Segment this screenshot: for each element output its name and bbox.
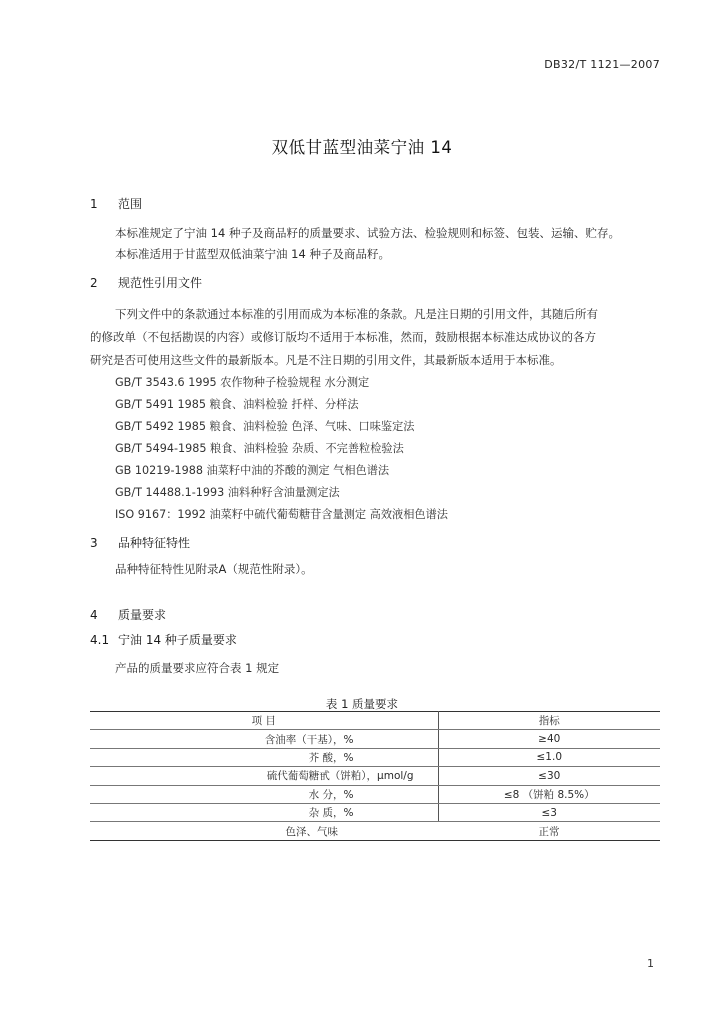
section-4-heading bbox=[90, 606, 166, 623]
section-number: 3 bbox=[90, 536, 98, 550]
row-item: 色泽、气味 bbox=[285, 825, 338, 838]
table-row bbox=[90, 785, 660, 803]
subsection-title: 宁油 14 种子质量要求 bbox=[118, 633, 237, 647]
section-3-heading bbox=[90, 534, 190, 551]
section-title: 规范性引用文件 bbox=[118, 276, 203, 290]
table-row bbox=[90, 803, 660, 821]
paragraph-line: 下列文件中的条款通过本标准的引用而成为本标准的条款。凡是注日期的引用文件，其随后所有 bbox=[115, 307, 598, 321]
row-item: 含油率（干基），% bbox=[90, 730, 438, 748]
paragraph-line: 研究是否可使用这些文件的最新版本。凡是不注日期的引用文件，其最新版本适用于本标准。 bbox=[90, 353, 562, 367]
row-value: ≥40 bbox=[438, 730, 660, 748]
row-item: 芥 酸，% bbox=[90, 748, 438, 766]
paragraph: 产品的质量要求应符合表 1 规定 bbox=[115, 661, 280, 675]
paragraph-line: 的修改单（不包括勘误的内容）或修订版均不适用于本标准，然而，鼓励根据本标准达成协议的各方 bbox=[90, 330, 596, 344]
row-item: 硫代葡萄糖甙（饼粕），μmol/g bbox=[90, 767, 438, 785]
table-caption: 表 1 质量要求 bbox=[325, 697, 399, 711]
subsection-number: 4.1 bbox=[90, 633, 110, 647]
reference-item: GB/T 5491 1985 粮食、油料检验 扦样、分样法 bbox=[115, 398, 359, 411]
reference-item: GB/T 5494-1985 粮食、油料检验 杂质、不完善粒检验法 bbox=[115, 442, 404, 455]
reference-item: GB/T 14488.1-1993 油料种籽含油量测定法 bbox=[115, 486, 340, 499]
table-row bbox=[90, 822, 660, 840]
document-title: 双低甘蓝型油菜宁油 14 bbox=[271, 138, 453, 157]
table-row bbox=[90, 748, 660, 766]
table-row bbox=[90, 730, 660, 748]
reference-item: GB/T 5492 1985 粮食、油料检验 色泽、气味、口味鉴定法 bbox=[115, 420, 415, 433]
section-title: 质量要求 bbox=[118, 608, 167, 622]
section-number: 1 bbox=[90, 197, 98, 211]
row-value: 正常 bbox=[538, 825, 560, 838]
section-number: 2 bbox=[90, 276, 98, 290]
quality-requirements-table bbox=[90, 711, 660, 841]
row-value: ≤30 bbox=[438, 767, 660, 785]
paragraph: 本标准适用于甘蓝型双低油菜宁油 14 种子及商品籽。 bbox=[115, 247, 390, 261]
section-title: 范围 bbox=[118, 197, 143, 211]
row-value: ≤1.0 bbox=[438, 748, 660, 766]
section-number: 4 bbox=[90, 608, 98, 622]
header-cell-indicator: 指标 bbox=[438, 712, 660, 730]
reference-item: GB 10219-1988 油菜籽中油的芥酸的测定 气相色谱法 bbox=[115, 464, 390, 477]
paragraph: 品种特征特性见附录A（规范性附录）。 bbox=[115, 562, 313, 576]
table-row bbox=[90, 767, 660, 785]
page-number: 1 bbox=[647, 957, 654, 970]
row-item: 杂 质，% bbox=[90, 803, 438, 821]
row-item: 水 分，% bbox=[90, 785, 438, 803]
header-cell-item: 项 目 bbox=[90, 712, 438, 730]
reference-item: GB/T 3543.6 1995 农作物种子检验规程 水分测定 bbox=[115, 376, 370, 389]
row-value: ≤3 bbox=[438, 803, 660, 821]
section-1-heading bbox=[90, 195, 142, 212]
table-header-row bbox=[90, 712, 660, 730]
row-value: ≤8 （饼粕 8.5%） bbox=[438, 785, 660, 803]
standard-number: DB32/T 1121—2007 bbox=[544, 58, 660, 71]
paragraph: 本标准规定了宁油 14 种子及商品籽的质量要求、试验方法、检验规则和标签、包装、运输、贮存。 bbox=[115, 226, 620, 240]
section-2-heading bbox=[90, 274, 202, 291]
subsection-4-1-heading bbox=[90, 631, 237, 648]
reference-item: ISO 9167：1992 油菜籽中硫代葡萄糖苷含量测定 高效液相色谱法 bbox=[115, 508, 448, 521]
section-title: 品种特征特性 bbox=[118, 536, 191, 550]
